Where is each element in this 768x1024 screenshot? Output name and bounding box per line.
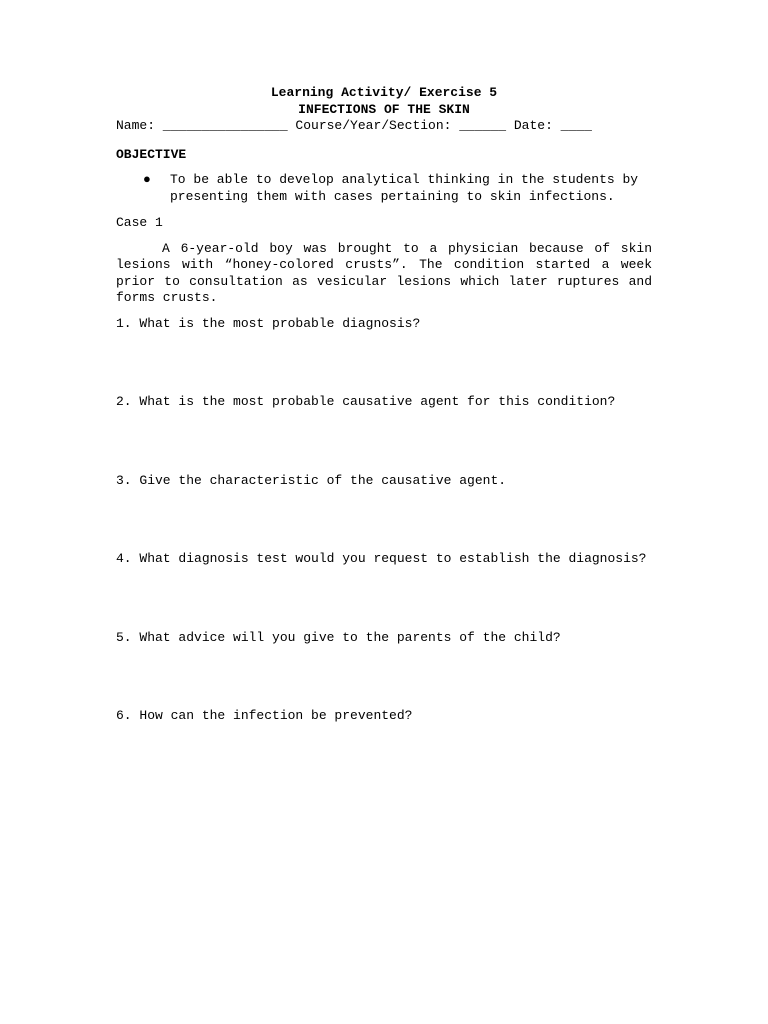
document-title: Learning Activity/ Exercise 5 bbox=[270, 85, 498, 100]
objective-item-text: To be able to develop analytical thinking in the students by presenting them with cases pertaining to skin infections. bbox=[170, 172, 639, 204]
name-course-date-line: Name: ________________ Course/Year/Section: ______ Date: ____ bbox=[116, 118, 592, 133]
question-2: 2. What is the most probable causative agent for this condition? bbox=[116, 394, 616, 409]
question-6: 6. How can the infection be prevented? bbox=[116, 708, 413, 723]
question-4: 4. What diagnosis test would you request to establish the diagnosis? bbox=[116, 551, 647, 566]
question-3: 3. Give the characteristic of the causative agent. bbox=[116, 472, 507, 488]
bullet-icon: ● bbox=[143, 172, 151, 187]
question-1: 1. What is the most probable diagnosis? bbox=[116, 315, 421, 331]
document-page bbox=[116, 85, 652, 725]
case-paragraph: A 6-year-old boy was brought to a physician because of skin lesions with “honey-colored crusts”. The condition started a week prior to consultation as vesicular lesions which later ruptures and forms crusts. bbox=[116, 240, 652, 305]
objective-item bbox=[116, 172, 652, 205]
case-title: Case 1 bbox=[116, 215, 163, 230]
objective-heading: OBJECTIVE bbox=[116, 146, 187, 162]
question-5: 5. What advice will you give to the parents of the child? bbox=[116, 629, 561, 645]
document-subtitle: INFECTIONS OF THE SKIN bbox=[298, 101, 470, 117]
